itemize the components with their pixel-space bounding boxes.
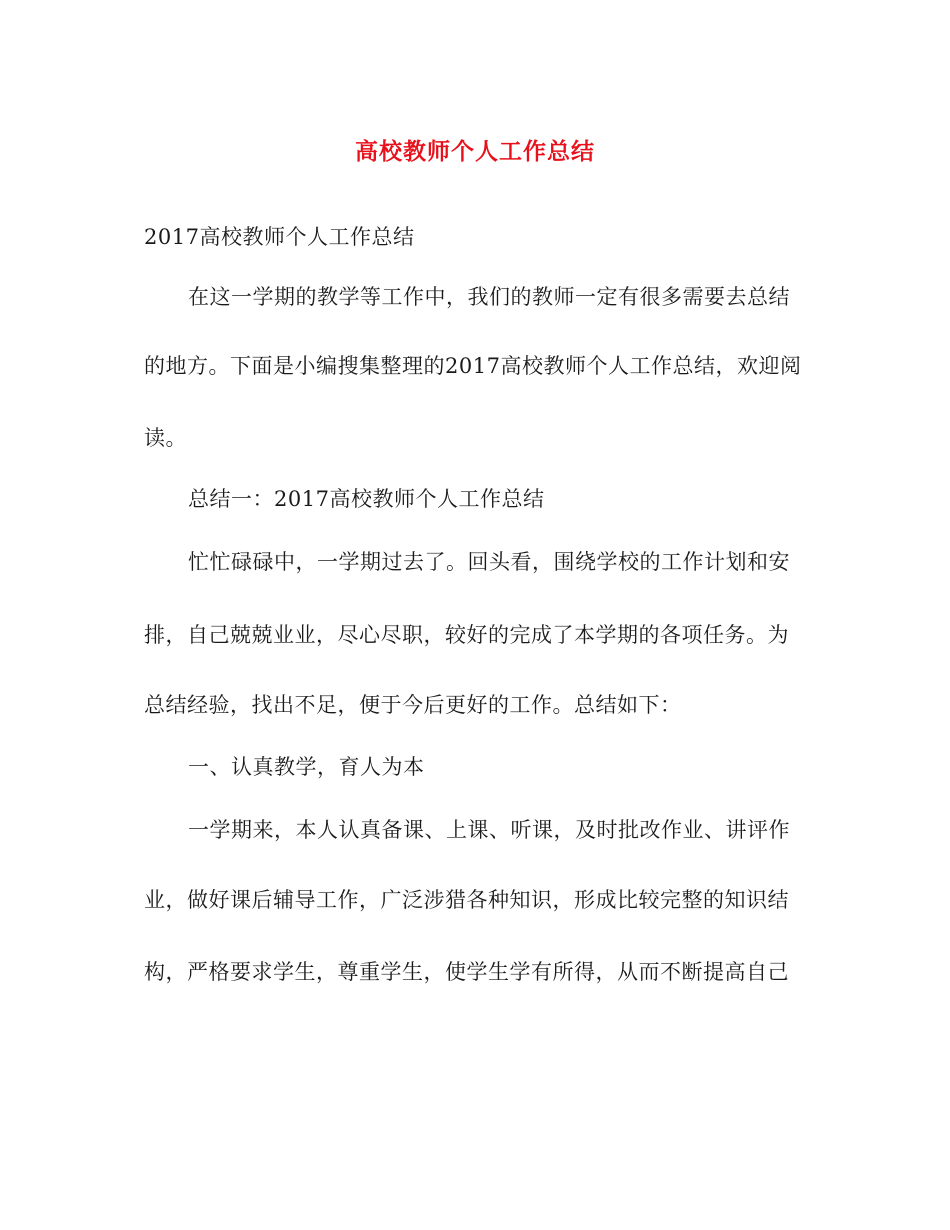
section-heading: 总结一：2017高校教师个人工作总结 (188, 487, 545, 511)
document-title: 高校教师个人工作总结 (355, 138, 595, 165)
paragraph-line: 排，自己兢兢业业，尽心尽职，较好的完成了本学期的各项任务。为 (144, 623, 789, 647)
paragraph-line: 读。 (144, 426, 187, 450)
paragraph-line: 一学期来，本人认真备课、上课、听课，及时批改作业、讲评作 (188, 818, 790, 842)
section-heading: 一、认真教学，育人为本 (188, 755, 425, 779)
paragraph-line: 忙忙碌碌中，一学期过去了。回头看，围绕学校的工作计划和安 (188, 550, 790, 574)
paragraph-line: 的地方。下面是小编搜集整理的2017高校教师个人工作总结，欢迎阅 (144, 354, 802, 378)
paragraph-line: 在这一学期的教学等工作中，我们的教师一定有很多需要去总结 (188, 285, 790, 309)
paragraph-line: 构，严格要求学生，尊重学生，使学生学有所得，从而不断提高自己 (144, 960, 789, 984)
paragraph-line: 业，做好课后辅导工作，广泛涉猎各种知识，形成比较完整的知识结 (144, 888, 789, 912)
paragraph-line: 总结经验，找出不足，便于今后更好的工作。总结如下： (144, 693, 682, 717)
subtitle-line: 2017高校教师个人工作总结 (144, 225, 415, 249)
